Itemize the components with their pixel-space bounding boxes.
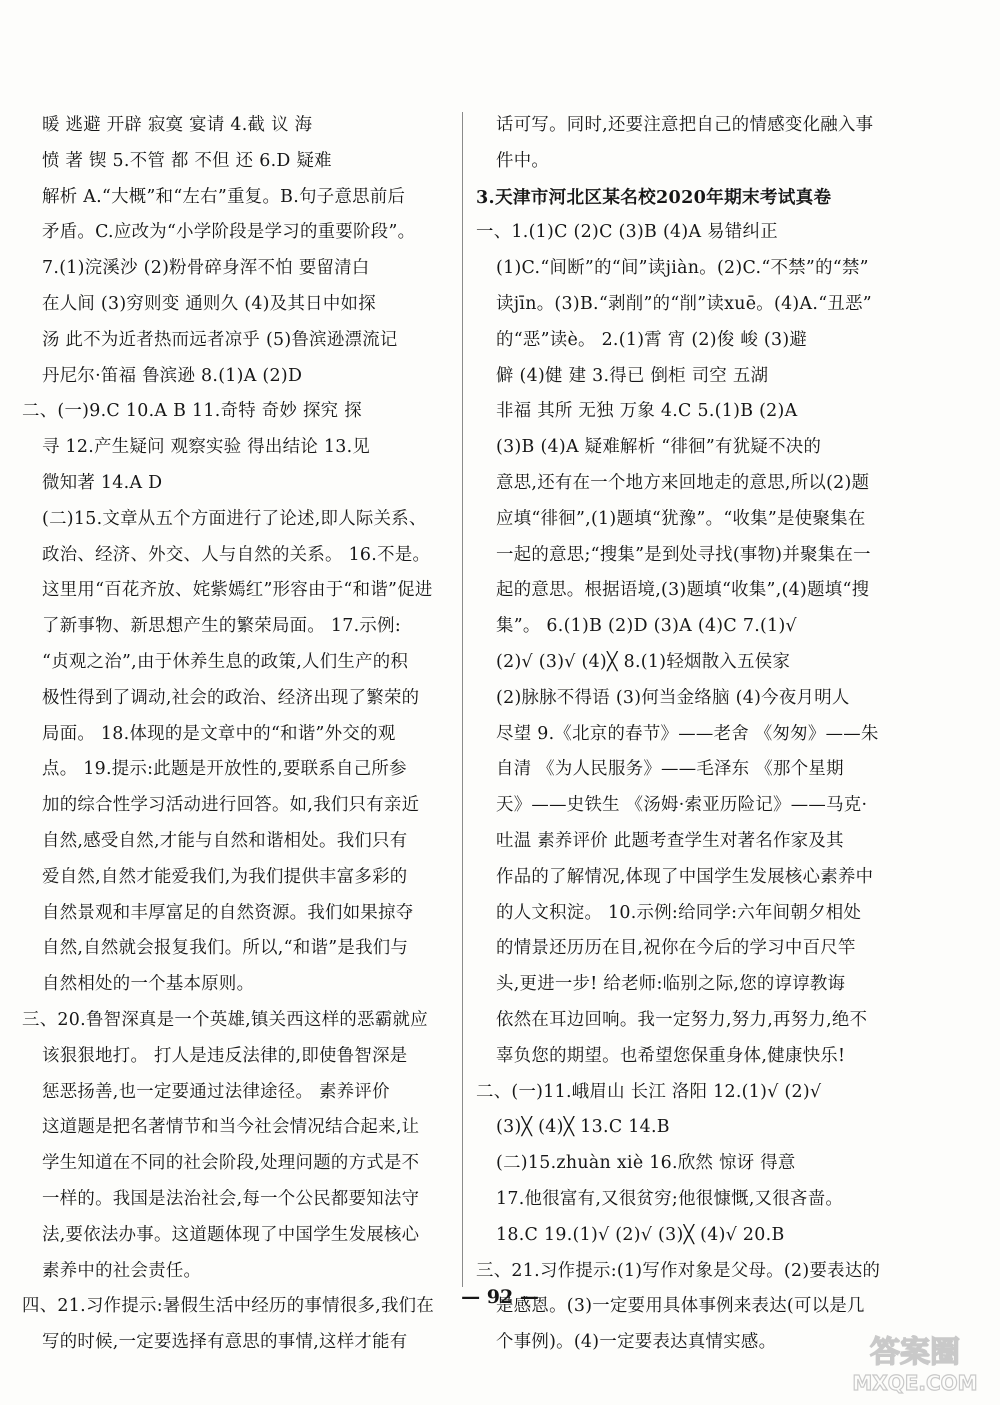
text-line: 意思,还有在一个地方来回地走的意思,所以(2)题 (496, 472, 870, 493)
text-line: 该狠狠地打。 打人是违反法律的,即使鲁智深是 (42, 1045, 408, 1066)
text-line: 点。 19.提示:此题是开放性的,要联系自己所参 (42, 759, 407, 780)
text-line: 寻 12.产生疑问 观察实验 得出结论 13.见 (42, 437, 371, 458)
text-line: 7.(1)浣溪沙 (2)粉骨碎身浑不怕 要留清白 (42, 258, 370, 279)
text-line: (2)脉脉不得语 (3)何当金络脑 (4)今夜月明人 (496, 687, 850, 708)
section-heading: 3.天津市河北区某名校2020年期末考试真卷 (476, 186, 832, 208)
text-line: 学生知道在不同的社会阶段,处理问题的方式是不 (42, 1153, 420, 1174)
text-line: 的“恶”读è。 2.(1)霄 宵 (2)俊 峻 (3)避 (496, 329, 808, 350)
text-line: 在人间 (3)穷则变 通则久 (4)及其日中如探 (42, 293, 376, 314)
text-line: 一起的意思;“搜集”是到处寻找(事物)并聚集在一 (496, 544, 871, 565)
text-line: 自然,自然就会报复我们。所以,“和谐”是我们与 (42, 938, 409, 959)
text-line: 二、(一)11.峨眉山 长江 洛阳 12.(1)√ (2)√ (476, 1081, 822, 1102)
text-line: 写的时候,一定要选择有意思的事情,这样才能有 (42, 1332, 408, 1353)
text-line: 惩恶扬善,也一定要通过法律途径。 素养评价 (42, 1081, 390, 1102)
text-line: 话可写。同时,还要注意把自己的情感变化融入事 (496, 115, 874, 135)
text-line: (二)15.zhuàn xiè 16.欣然 惊讶 得意 (496, 1153, 796, 1174)
text-line: 依然在耳边回响。我一定努力,努力,再努力,绝不 (496, 1009, 868, 1030)
text-line: 18.C 19.(1)√ (2)√ (3)╳ (4)√ 20.B (496, 1224, 785, 1245)
text-line: 二、(一)9.C 10.A B 11.奇特 奇妙 探究 探 (22, 401, 362, 422)
text-line: 吐温 素养评价 此题考查学生对著名作家及其 (496, 830, 844, 851)
text-line: 自清 《为人民服务》——毛泽东 《那个星期 (496, 759, 844, 780)
text-line: 暖 逃避 开辟 寂寞 宴请 4.截 议 海 (42, 115, 313, 135)
text-line: (二)15.文章从五个方面进行了论述,即人际关系、 (42, 508, 427, 529)
text-line: 了新事物、新思想产生的繁荣局面。 17.示例: (42, 616, 401, 637)
text-line: 这里用“百花齐放、姹紫嫣红”形容由于“和谐”促进 (42, 580, 433, 601)
text-line: “贞观之治”,由于休养生息的政策,人们生产的积 (42, 651, 409, 672)
text-line: 极性得到了调动,社会的政治、经济出现了繁荣的 (42, 687, 420, 708)
text-line: 四、21.习作提示:暑假生活中经历的事情很多,我们在 (22, 1296, 435, 1317)
text-line: 应填“徘徊”,(1)题填“犹豫”。“收集”是使聚集在 (496, 508, 866, 529)
right-column (476, 108, 906, 1361)
text-line: 爱自然,自然才能爱我们,为我们提供丰富多彩的 (42, 866, 408, 887)
text-line: 三、20.鲁智深真是一个英雄,镇关西这样的恶霸就应 (22, 1009, 428, 1030)
text-line: 作品的了解情况,体现了中国学生发展核心素养中 (496, 866, 874, 887)
text-line: 头,更进一步! 给老师:临别之际,您的谆谆教诲 (496, 974, 846, 995)
text-line: 的人文积淀。 10.示例:给同学:六年间朝夕相处 (496, 902, 862, 923)
column-divider (462, 112, 463, 1287)
watermark-logo (838, 1328, 993, 1396)
text-line: 个事例)。(4)一定要表达真情实感。 (496, 1332, 777, 1353)
svg-text:MXQE.COM: MXQE.COM (852, 1371, 978, 1395)
text-line: 一样的。我国是法治社会,每一个公民都要知法守 (42, 1188, 420, 1209)
text-line: (3)B (4)A 疑难解析 “徘徊”有犹疑不决的 (496, 437, 822, 458)
text-line: (1)C.“间断”的“间”读jiàn。(2)C.“不禁”的“禁” (496, 258, 869, 279)
text-line: 17.他很富有,又很贫穷;他很慷慨,又很吝啬。 (496, 1188, 844, 1209)
text-line: 素养中的社会责任。 (42, 1260, 202, 1281)
text-line: 的情景还历历在目,祝你在今后的学习中百尺竿 (496, 938, 856, 959)
text-line: 一、1.(1)C (2)C (3)B (4)A 易错纠正 (476, 222, 778, 243)
text-line: 非福 其所 无独 万象 4.C 5.(1)B (2)A (496, 401, 798, 422)
text-line: 微知著 14.A D (42, 472, 163, 493)
svg-text:答案圈: 答案圈 (870, 1335, 960, 1370)
text-line: 矛盾。C.应改为“小学阶段是学习的重要阶段”。 (42, 222, 416, 243)
text-line: 局面。 18.体现的是文章中的“和谐”外交的观 (42, 723, 396, 744)
text-line: 是感恩。(3)一定要用具体事例来表达(可以是几 (496, 1296, 865, 1317)
text-line: 三、21.习作提示:(1)写作对象是父母。(2)要表达的 (476, 1260, 881, 1281)
text-line: 辜负您的期望。也希望您保重身体,健康快乐! (496, 1045, 846, 1066)
text-line: 法,要依法办事。这道题体现了中国学生发展核心 (42, 1224, 420, 1245)
text-line: 自然相处的一个基本原则。 (42, 974, 255, 995)
text-line: 自然景观和丰厚富足的自然资源。我们如果掠夺 (42, 902, 414, 923)
text-line: 汤 此不为近者热而远者凉乎 (5)鲁滨逊漂流记 (42, 329, 398, 350)
text-line: 丹尼尔·笛福 鲁滨逊 8.(1)A (2)D (42, 365, 303, 386)
text-line: 集”。 6.(1)B (2)D (3)A (4)C 7.(1)√ (496, 616, 797, 637)
page-number: — 92 — (461, 1286, 539, 1308)
text-line: 僻 (4)健 建 3.得已 倒柜 司空 五湖 (496, 365, 769, 386)
text-line: (2)√ (3)√ (4)╳ 8.(1)轻烟散入五侯家 (496, 651, 791, 672)
text-line: 尽望 9.《北京的春节》——老舍 《匆匆》——朱 (496, 723, 879, 744)
text-line: 起的意思。根据语境,(3)题填“收集”,(4)题填“搜 (496, 580, 870, 601)
text-line: 政治、经济、外交、人与自然的关系。 16.不是。 (42, 544, 431, 565)
text-line: 件中。 (496, 150, 550, 171)
text-line: 这道题是把名著情节和当今社会情况结合起来,让 (42, 1117, 420, 1138)
text-line: 读jīn。(3)B.“剥削”的“削”读xuē。(4)A.“丑恶” (496, 293, 872, 314)
left-column (22, 108, 454, 1361)
text-line: 天》——史铁生 《汤姆·索亚历险记》——马克· (496, 795, 868, 816)
text-line: 解析 A.“大概”和“左右”重复。B.句子意思前后 (42, 186, 406, 207)
text-line: 加的综合性学习活动进行回答。如,我们只有亲近 (42, 795, 420, 816)
text-line: (3)╳ (4)╳ 13.C 14.B (496, 1117, 670, 1138)
text-line: 自然,感受自然,才能与自然和谐相处。我们只有 (42, 830, 408, 851)
text-line: 愤 著 锲 5.不管 都 不但 还 6.D 疑难 (42, 150, 332, 171)
